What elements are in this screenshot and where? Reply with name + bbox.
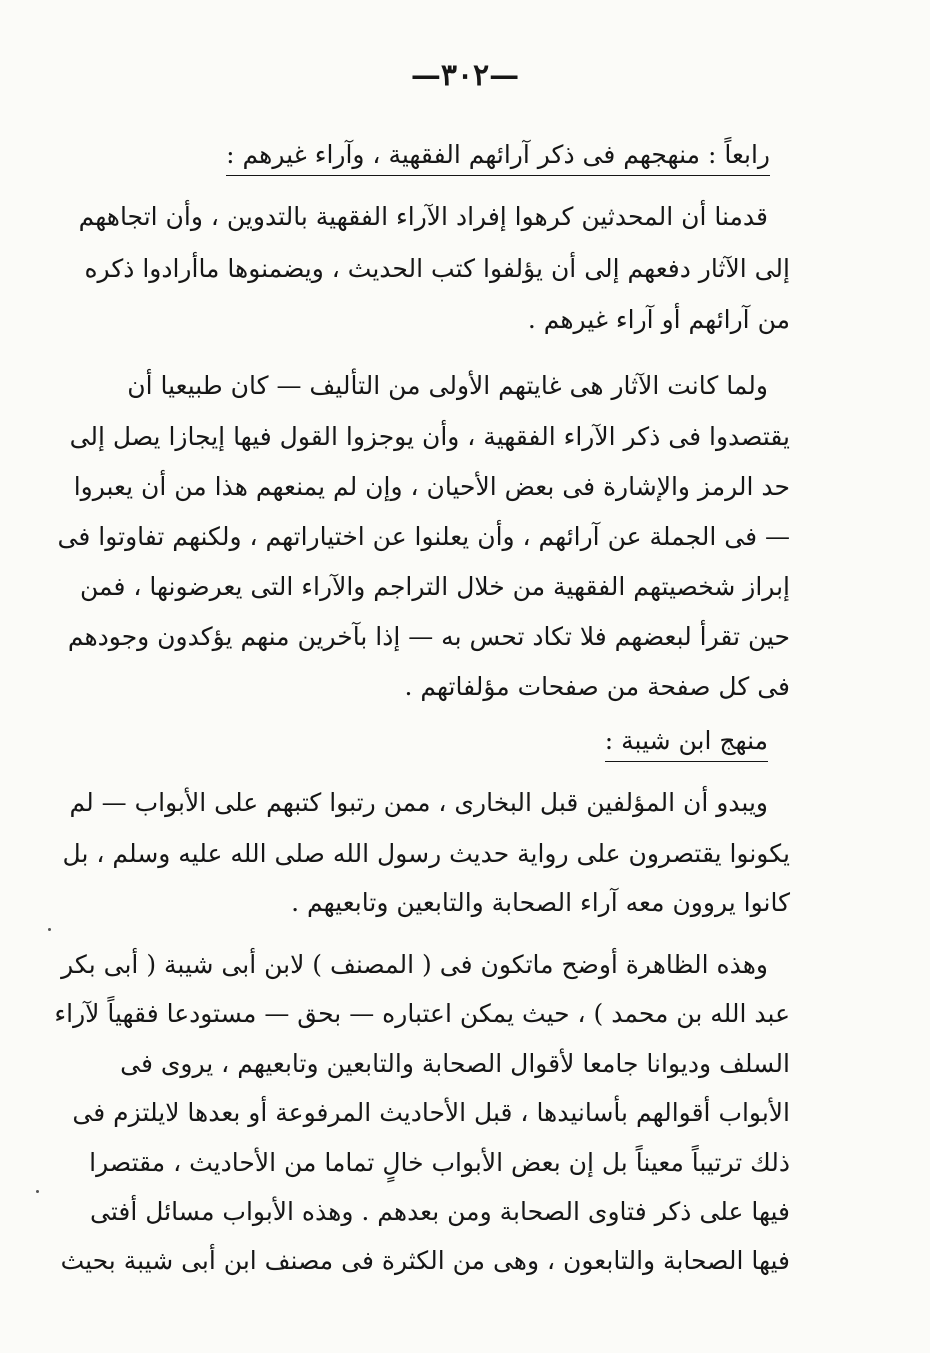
subsection-heading <box>0 722 768 760</box>
paragraph-line: وهذه الظاهرة أوضح ماتكون فى ( المصنف ) لابن أبى شيبة ( أبى بكر <box>61 950 768 979</box>
paragraph-line: يقتصدوا فى ذكر الآراء الفقهية ، وأن يوجزوا القول فيها إيجازا يصل إلى <box>69 422 790 451</box>
paragraph-line: قدمنا أن المحدثين كرهوا إفراد الآراء الفقهية بالتدوين ، وأن اتجاههم <box>78 202 768 231</box>
page-number: —٣٠٢— <box>410 58 520 93</box>
scan-speck <box>48 928 51 931</box>
paragraph-line: — فى الجملة عن آرائهم ، وأن يعلنوا عن اختياراتهم ، ولكنهم تفاوتوا فى <box>57 522 790 551</box>
paragraph-line: حد الرمز والإشارة فى بعض الأحيان ، وإن لم يمنعهم هذا من أن يعبروا <box>73 472 790 501</box>
paragraph-line: ولما كانت الآثار هى غايتهم الأولى من التأليف — كان طبيعيا أن <box>127 371 768 400</box>
paragraph-line: ويبدو أن المؤلفين قبل البخارى ، ممن رتبوا كتبهم على الأبواب — لم <box>69 788 768 817</box>
scan-speck <box>36 1190 39 1193</box>
paragraph-line: كانوا يروون معه آراء الصحابة والتابعين وتابعيهم . <box>291 888 790 917</box>
paragraph-line: إبراز شخصيتهم الفقهية من خلال التراجم والآراء التى يعرضونها ، فمن <box>80 572 790 601</box>
paragraph-line: فيها على ذكر فتاوى الصحابة ومن بعدهم . وهذه الأبواب مسائل أفتى <box>90 1197 790 1226</box>
paragraph-line: فيها الصحابة والتابعون ، وهى من الكثرة فى مصنف ابن أبى شيبة بحيث <box>60 1246 790 1275</box>
paragraph-line: من آرائهم أو آراء غيرهم . <box>527 305 790 334</box>
paragraph-line: الأبواب أقوالهم بأسانيدها ، قبل الأحاديث المرفوعة أو بعدها لايلتزم فى <box>72 1098 790 1127</box>
paragraph-line: إلى الآثار دفعهم إلى أن يؤلفوا كتب الحديث ، ويضمنوها ماأرادوا ذكره <box>84 254 790 283</box>
section-heading <box>0 136 770 174</box>
paragraph-line: السلف وديوانا جامعا لأقوال الصحابة والتابعين وتابعيهم ، يروى فى <box>120 1049 790 1078</box>
paragraph-line: ذلك ترتيباً معيناً بل إن بعض الأبواب خالٍ تماما من الأحاديث ، مقتصرا <box>89 1148 790 1177</box>
paragraph-line: يكونوا يقتصرون على رواية حديث رسول الله صلى الله عليه وسلم ، بل <box>62 839 790 868</box>
section-heading-text: رابعاً : منهجهم فى ذكر آرائهم الفقهية ، وآراء غيرهم : <box>226 140 770 176</box>
paragraph-line: حين تقرأ لبعضهم فلا تكاد تحس به — إذا بآخرين منهم يؤكدون وجودهم <box>67 622 790 651</box>
paragraph-line: عبد الله بن محمد ) ، حيث يمكن اعتباره — بحق — مستودعا فقهياً لآراء <box>54 999 790 1028</box>
paragraph-line: فى كل صفحة من صفحات مؤلفاتهم . <box>404 672 790 701</box>
subsection-heading-text: منهج ابن شيبة : <box>605 726 768 762</box>
